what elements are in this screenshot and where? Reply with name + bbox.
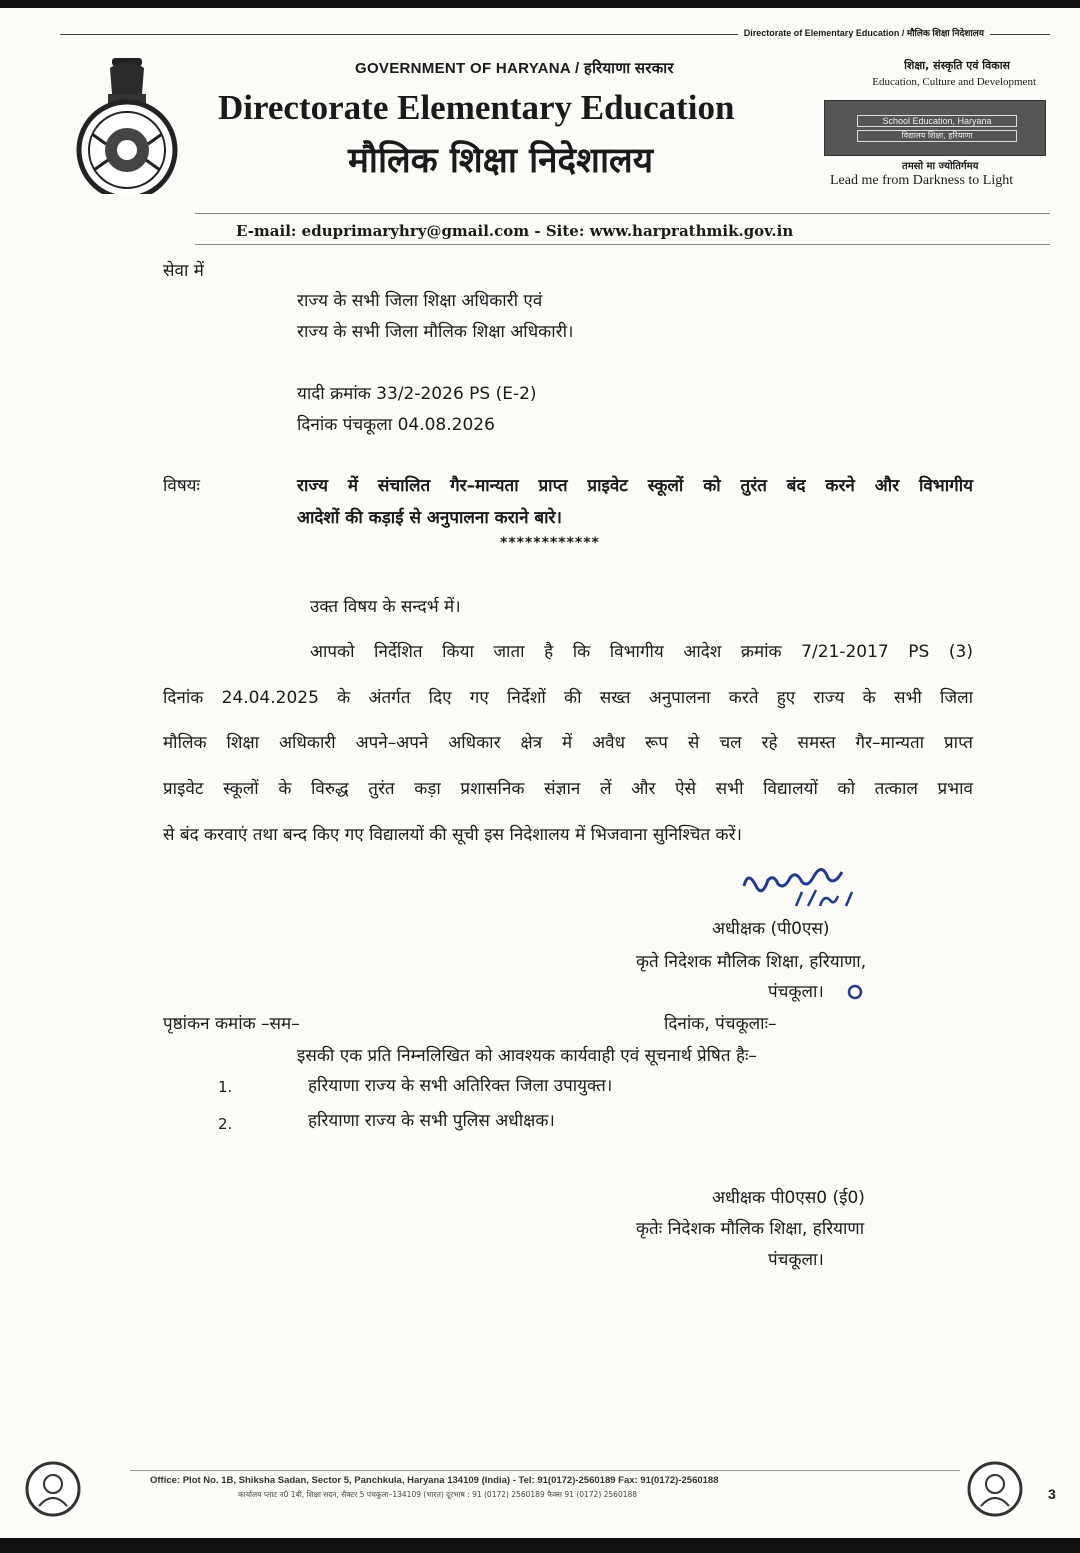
signatory-line-2: कृते निदेशक मौलिक शिक्षा, हरियाणा, (636, 952, 867, 972)
endorsement-number: पृष्ठांकन कमांक –सम– (163, 1014, 300, 1034)
memo-date: दिनांक पंचकूला 04.08.2026 (297, 415, 495, 435)
office-address-hindi: कार्यालय प्लाट न0 1बी, शिक्षा सदन, सैक्टर 5 पंचकूला–134109 (भारत) दूरभाष : 91 (0172) 2560189 फैक्स 91 (0172) 2560188 (238, 1490, 638, 1499)
signatory2-line-3: पंचकूला। (768, 1250, 824, 1270)
subject-line-1: राज्य में संचालित गैर–मान्यता प्राप्त प्राइवेट स्कूलों को तुरंत बंद करने और विभागीय (297, 476, 973, 496)
subject-label: विषयः (163, 476, 200, 496)
body-line-3: मौलिक शिक्षा अधिकारी अपने–अपने अधिकार क्षेत्र में अवैध रूप से चल रहे समस्त गैर–मान्यता प्राप्त (163, 733, 973, 753)
memo-number: यादी क्रमांक 33/2-2026 PS (E-2) (297, 384, 537, 404)
tagline-english: Education, Culture and Development (872, 76, 1036, 88)
header-rule-top (195, 213, 1050, 214)
logo-line-2: विद्यालय शिक्षा, हरियाणा (857, 130, 1017, 142)
addressee-line-2: राज्य के सभी जिला मौलिक शिक्षा अधिकारी। (297, 322, 574, 342)
copy-forward-line: इसकी एक प्रति निम्नलिखित को आवश्यक कार्यवाही एवं सूचनार्थ प्रेषित हैः– (297, 1046, 757, 1066)
body-line-1: आपको निर्देशित किया जाता है कि विभागीय आदेश क्रमांक 7/21-2017 PS (3) (310, 642, 973, 662)
top-reference: Directorate of Elementary Education / मौलिक शिक्षा निदेशालय (738, 26, 990, 39)
directorate-title-hindi: मौलिक शिक्षा निदेशालय (348, 141, 654, 181)
government-line: GOVERNMENT OF HARYANA / हरियाणा सरकार (355, 60, 674, 77)
document-page (0, 8, 1080, 1538)
body-line-4: प्राइवेट स्कूलों के विरुद्ध तुरंत कड़ा प्रशासनिक संज्ञान लें और ऐसे सभी विद्यालयों को तत्काल प्रभाव (163, 779, 973, 799)
signatory2-title: अधीक्षक पी0एस0 (ई0) (712, 1188, 865, 1208)
copy-item-number: 2. (218, 1115, 233, 1133)
haryana-emblem-icon (72, 54, 182, 194)
motto-hindi: तमसो मा ज्योतिर्गमय (902, 161, 979, 172)
tagline-hindi: शिक्षा, संस्कृति एवं विकास (904, 59, 1010, 72)
signatory2-line-2: कृतेः निदेशक मौलिक शिक्षा, हरियाणा (636, 1219, 865, 1239)
logo-line-1: School Education, Haryana (857, 115, 1017, 127)
addressee-line-1: राज्य के सभी जिला शिक्षा अधिकारी एवं (297, 291, 543, 311)
footer-seal-left-icon (24, 1460, 82, 1518)
contact-line: E-mail: eduprimaryhry@gmail.com - Site: www.harprathmik.gov.in (236, 222, 794, 240)
body-line-5: से बंद करवाएं तथा बन्द किए गए विद्यालयों की सूची इस निदेशालय में भिजवाना सुनिश्चित करें। (163, 825, 743, 845)
header-rule-bottom (195, 244, 1050, 245)
signatory-line-3: पंचकूला। (768, 982, 824, 1002)
footer-rule (130, 1470, 960, 1471)
motto-english: Lead me from Darkness to Light (830, 173, 1014, 188)
body-line-2: दिनांक 24.04.2025 के अंतर्गत दिए गए निर्देशों की सख्त अनुपालना करते हुए राज्य के सभी जिला (163, 688, 973, 708)
signatory-title: अधीक्षक (पी0एस) (712, 919, 830, 939)
school-education-logo (824, 100, 1046, 156)
directorate-title: Directorate Elementary Education (218, 88, 735, 127)
subject-stars: ************ (500, 535, 600, 551)
reference-line: उक्त विषय के सन्दर्भ में। (310, 597, 461, 617)
copy-item-text: हरियाणा राज्य के सभी पुलिस अधीक्षक। (308, 1111, 555, 1131)
copy-item-number: 1. (218, 1078, 233, 1096)
endorsement-date: दिनांक, पंचकूलाः– (664, 1014, 777, 1034)
footer-seal-right-icon (966, 1460, 1024, 1518)
salutation: सेवा में (163, 261, 204, 281)
page-number: 3 (1048, 1486, 1056, 1502)
copy-item-text: हरियाणा राज्य के सभी अतिरिक्त जिला उपायुक्त। (308, 1076, 613, 1096)
office-address-english: Office: Plot No. 1B, Shiksha Sadan, Sector 5, Panchkula, Haryana 134109 (India) - Tel: 91(0172)-2560189 Fax: 91(0172)-2560188 (150, 1475, 719, 1486)
subject-line-2: आदेशों की कड़ाई से अनुपालना कराने बारे। (297, 508, 562, 528)
ink-mark-icon (846, 983, 864, 1001)
handwritten-signature (738, 856, 878, 916)
